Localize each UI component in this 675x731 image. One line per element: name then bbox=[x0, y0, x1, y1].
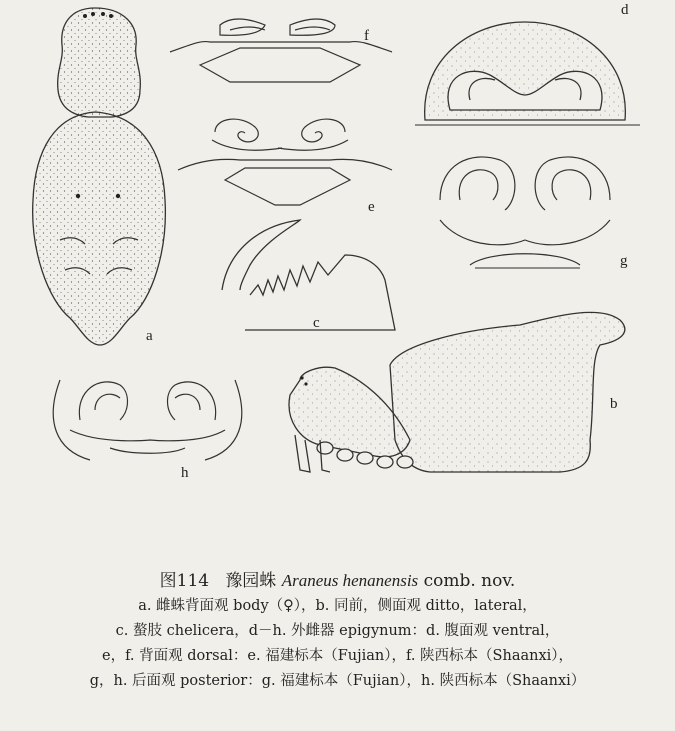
figure-caption bbox=[0, 568, 675, 694]
epigynum-ventral-drawing bbox=[415, 22, 640, 125]
panel-label-g: g bbox=[620, 253, 628, 269]
nomenclature-status: comb. nov. bbox=[423, 571, 516, 591]
panel-label-b: b bbox=[610, 396, 618, 412]
caption-line: e，f. 背面观 dorsal：e. 福建标本（Fujian），f. 陕西标本（Shaanxi）， bbox=[101, 648, 574, 664]
body-lateral-drawing bbox=[289, 312, 625, 472]
caption-line: a. 雌蛛背面观 body（♀），b. 同前，侧面观 ditto，lateral， bbox=[138, 598, 537, 614]
panel-label-f: f bbox=[364, 28, 369, 44]
body-dorsal-drawing bbox=[33, 8, 166, 345]
epigynum-posterior-shaanxi-drawing bbox=[53, 380, 242, 460]
chinese-name: 豫园蛛 bbox=[225, 571, 277, 591]
panel-label-d: d bbox=[621, 2, 629, 18]
caption-line: g，h. 后面观 posterior：g. 福建标本（Fujian），h. 陕西标本（Shaanxi） bbox=[89, 673, 586, 689]
epigynum-posterior-fujian-drawing bbox=[440, 157, 610, 268]
panel-label-c: c bbox=[313, 315, 320, 331]
chelicera-drawing bbox=[222, 220, 395, 330]
panel-label-h: h bbox=[181, 465, 189, 481]
epigynum-dorsal-shaanxi-drawing bbox=[170, 19, 392, 82]
panel-label-a: a bbox=[146, 328, 153, 344]
epigynum-dorsal-fujian-drawing bbox=[178, 119, 392, 205]
caption-title bbox=[0, 568, 675, 594]
scientific-name: Araneus henanensis bbox=[281, 571, 419, 590]
panel-label-e: e bbox=[368, 199, 375, 215]
caption-line: c. 螯肢 chelicera，d－h. 外雌器 epigynum：d. 腹面观 ventral， bbox=[115, 623, 560, 639]
figure-number: 图114 bbox=[159, 571, 210, 591]
